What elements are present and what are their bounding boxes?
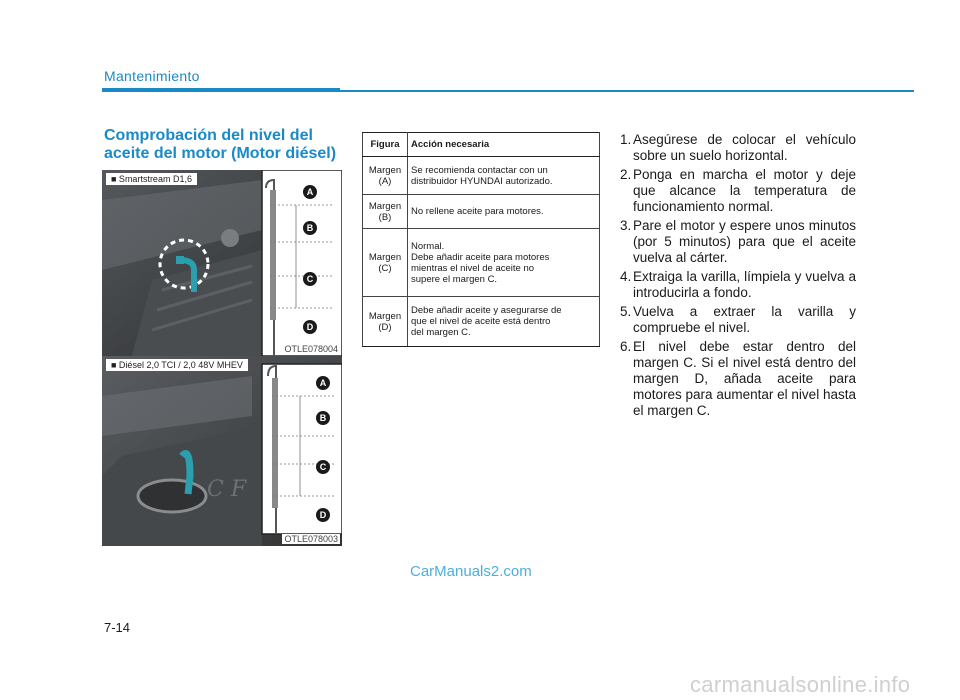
figure-smartstream-d16: [102, 170, 342, 356]
figura-line: (A): [378, 175, 392, 187]
step-number: 2.: [620, 167, 632, 182]
header-rule-thin: [340, 90, 914, 92]
dipstick-mark-c: C: [303, 272, 317, 286]
dipstick-mark-b: B: [316, 411, 330, 425]
figura-line: (B): [378, 211, 392, 223]
figura-line: Margen: [368, 164, 402, 176]
accion-line: Debe añadir aceite para motores: [411, 251, 550, 263]
list-item: [620, 304, 856, 336]
list-item: [620, 132, 856, 164]
step-number: 4.: [620, 269, 632, 284]
engine-illustration-2: [102, 356, 342, 546]
table-cell-figura: [363, 297, 408, 347]
table-cell-accion: [408, 297, 600, 347]
step-text: Pare el motor y espere unos minutos (por 5 minutos) para que el aceite vuelva al cárter.: [633, 218, 856, 265]
procedure-steps: [620, 132, 856, 422]
table-cell-accion: [408, 195, 600, 229]
dipstick-mark-a: A: [316, 376, 330, 390]
accion-line: Debe añadir aceite y asegurarse de: [411, 305, 562, 316]
accion-line: Normal.: [411, 240, 445, 252]
table-header-figura: Figura: [363, 133, 408, 157]
figure-diesel-20-tci: [102, 356, 342, 546]
table-cell-figura: [363, 229, 408, 297]
step-text: Ponga en marcha el motor y deje que alcance la temperatura de funcionamiento normal.: [633, 167, 856, 214]
step-number: 6.: [620, 339, 632, 354]
step-number: 1.: [620, 132, 632, 147]
step-number: 3.: [620, 218, 632, 233]
header-section-title: Mantenimiento: [104, 68, 200, 84]
section-title: Comprobación del nivel del aceite del motor (Motor diésel): [104, 127, 337, 162]
step-text: Asegúrese de colocar el vehículo sobre un suelo horizontal.: [633, 132, 856, 163]
dipstick-mark-b: B: [303, 221, 317, 235]
figure-code: OTLE078004: [284, 344, 338, 354]
accion-line: del margen C.: [411, 327, 471, 338]
list-item: [620, 218, 856, 266]
list-item: [620, 269, 856, 301]
accion-line: supere el margen C.: [411, 273, 498, 285]
svg-text:C F: C F: [207, 477, 247, 502]
dipstick-mark-d: D: [316, 508, 330, 522]
dipstick-mark-c: C: [316, 460, 330, 474]
figura-line: (C): [378, 262, 392, 274]
figure-code: OTLE078003: [284, 534, 338, 544]
step-text: Vuelva a extraer la varilla y compruebe el nivel.: [633, 304, 856, 335]
accion-line: mientras el nivel de aceite no: [411, 262, 535, 274]
figura-line: Margen: [368, 200, 402, 212]
accion-line: Se recomienda contactar con un: [411, 164, 548, 176]
figura-line: Margen: [368, 310, 402, 322]
table-cell-accion: [408, 229, 600, 297]
table-header-row: [363, 133, 600, 157]
list-item: [620, 339, 856, 419]
table-cell-figura: [363, 195, 408, 229]
figure-label: ■ Diésel 2,0 TCI / 2,0 48V MHEV: [106, 359, 248, 371]
table-row: [363, 297, 600, 347]
step-text: El nivel debe estar dentro del margen C. Si el nivel está dentro del margen D, añada aceite para motores para aumentar el nivel hasta el margen C.: [633, 339, 856, 418]
oil-level-table: [362, 132, 600, 347]
accion-line: No rellene aceite para motores.: [411, 206, 544, 217]
figura-line: (D): [378, 321, 392, 333]
table-row: [363, 229, 600, 297]
accion-line: que el nivel de aceite está dentro: [411, 316, 551, 327]
dipstick-mark-d: D: [303, 320, 317, 334]
header-rule-thick: [102, 88, 340, 92]
table-cell-figura: [363, 157, 408, 195]
watermark-link-top[interactable]: CarManuals2.com: [410, 563, 532, 580]
watermark-bottom: carmanualsonline.info: [690, 672, 911, 697]
table-row: [363, 195, 600, 229]
figura-line: Margen: [368, 251, 402, 263]
table-header-accion: Acción necesaria: [408, 133, 600, 157]
table-row: [363, 157, 600, 195]
figure-label: ■ Smartstream D1,6: [106, 173, 197, 185]
dipstick-mark-a: A: [303, 185, 317, 199]
table-cell-accion: [408, 157, 600, 195]
step-text: Extraiga la varilla, límpiela y vuelva a introducirla a fondo.: [633, 269, 856, 300]
page-number: 7-14: [104, 620, 131, 635]
list-item: [620, 167, 856, 215]
accion-line: distribuidor HYUNDAI autorizado.: [411, 175, 553, 187]
step-number: 5.: [620, 304, 632, 319]
